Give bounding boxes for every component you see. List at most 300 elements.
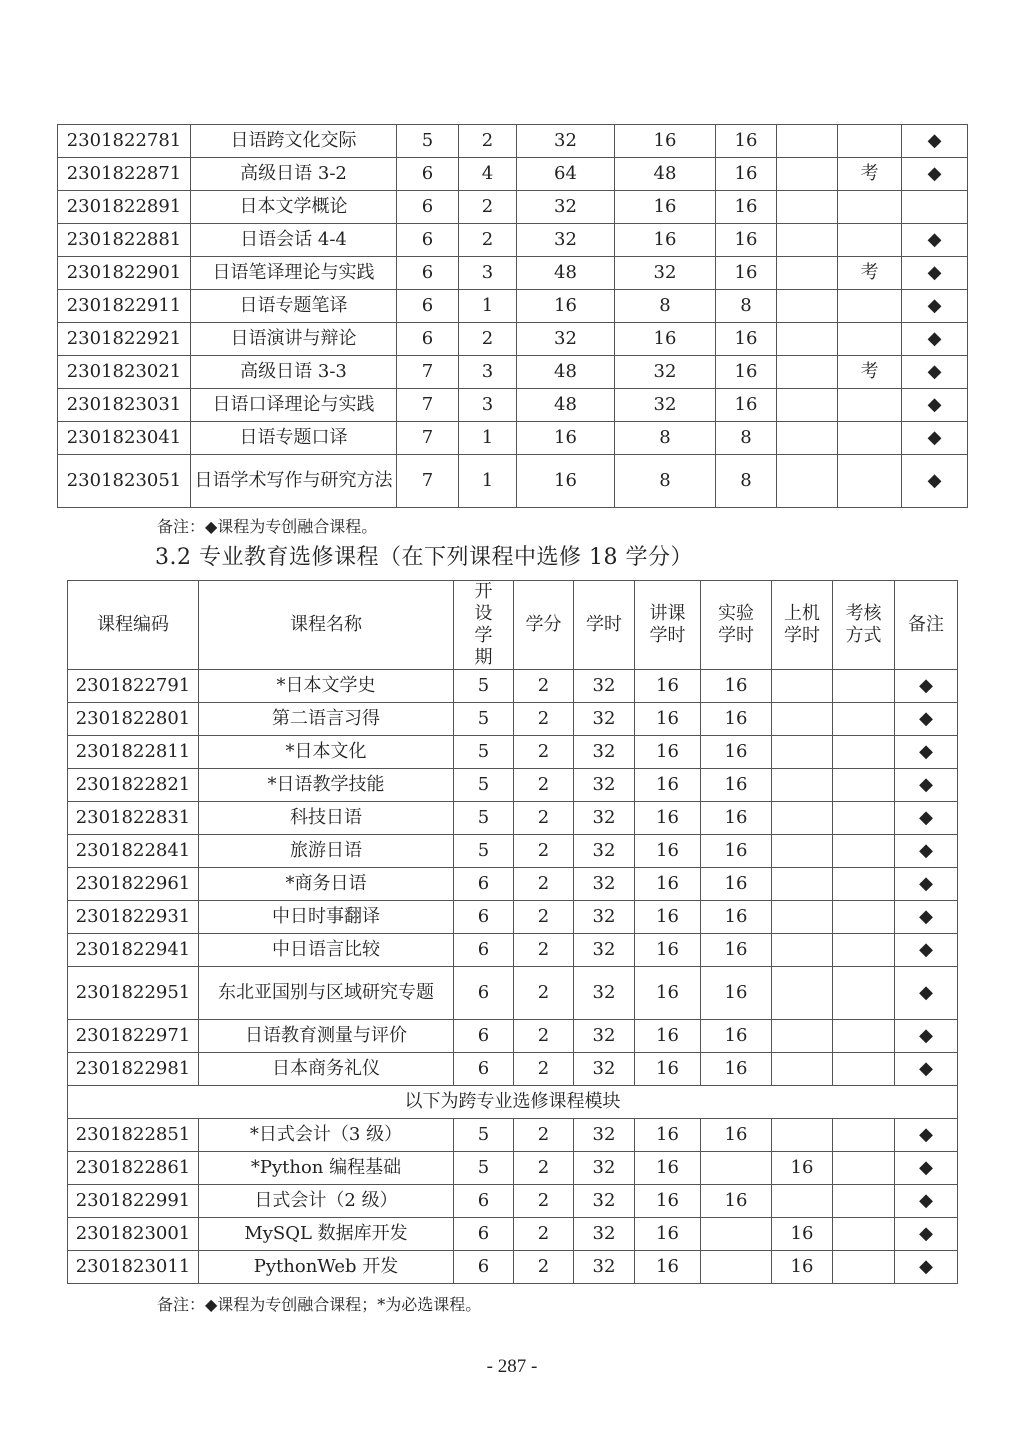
table-cell: 2 <box>514 901 574 934</box>
table-cell: 32 <box>574 1119 635 1152</box>
table-cell: 16 <box>772 1218 833 1251</box>
table2-note: 备注：◆课程为专创融合课程；*为必选课程。 <box>157 1295 482 1314</box>
table-cell: 5 <box>397 125 459 158</box>
table-cell: 32 <box>574 703 635 736</box>
table-cell: 32 <box>517 224 615 257</box>
table-cell <box>772 967 833 1020</box>
table-cell: 2301822981 <box>68 1053 199 1086</box>
table-cell: 32 <box>574 769 635 802</box>
table-cell: ◆ <box>902 422 968 455</box>
table-cell: 2 <box>514 868 574 901</box>
column-header: 备注 <box>895 581 958 670</box>
table-cell: 旅游日语 <box>199 835 454 868</box>
table-cell: ◆ <box>895 769 958 802</box>
course-table-1 <box>57 124 968 508</box>
table2-header-row <box>68 581 958 670</box>
table-cell: ◆ <box>902 224 968 257</box>
table-cell: ◆ <box>895 835 958 868</box>
section-row <box>68 1086 958 1119</box>
table-cell <box>833 1251 895 1284</box>
table-row <box>58 290 968 323</box>
table-cell: 日语学术写作与研究方法 <box>191 455 397 508</box>
table-cell: 5 <box>454 835 514 868</box>
table-cell: PythonWeb 开发 <box>199 1251 454 1284</box>
table-cell: 2301823021 <box>58 356 191 389</box>
table-cell: 32 <box>615 356 716 389</box>
table-cell: 16 <box>635 1119 701 1152</box>
table-cell: 科技日语 <box>199 802 454 835</box>
table-cell: 2 <box>514 1218 574 1251</box>
table-cell: 16 <box>635 868 701 901</box>
table-cell <box>838 125 902 158</box>
table-cell <box>772 934 833 967</box>
table-cell: 32 <box>574 1218 635 1251</box>
table-cell: ◆ <box>895 1152 958 1185</box>
table-cell: 2301822811 <box>68 736 199 769</box>
table-cell: 4 <box>459 158 517 191</box>
table-cell <box>902 191 968 224</box>
table-cell: 32 <box>574 1185 635 1218</box>
table-cell: 32 <box>574 934 635 967</box>
table-cell: 7 <box>397 356 459 389</box>
table-cell: 2 <box>459 224 517 257</box>
table-cell: ◆ <box>902 290 968 323</box>
table-cell: 2301822851 <box>68 1119 199 1152</box>
table-cell <box>838 455 902 508</box>
table-cell: 6 <box>397 224 459 257</box>
table-cell <box>772 868 833 901</box>
table-cell <box>772 1119 833 1152</box>
table-cell: 2301823041 <box>58 422 191 455</box>
table-cell: ◆ <box>895 703 958 736</box>
table-cell: 16 <box>635 1251 701 1284</box>
table-row <box>68 703 958 736</box>
table-cell: 32 <box>615 389 716 422</box>
table-cell: 8 <box>615 455 716 508</box>
table-cell <box>777 257 838 290</box>
table-cell: 6 <box>397 158 459 191</box>
table-cell: 2301822881 <box>58 224 191 257</box>
table-cell: 2 <box>514 802 574 835</box>
table-cell: 16 <box>635 736 701 769</box>
table-row <box>68 670 958 703</box>
table-cell: 5 <box>454 802 514 835</box>
table-row <box>58 422 968 455</box>
table-cell: 2 <box>459 323 517 356</box>
table-cell: 32 <box>517 323 615 356</box>
table-cell: 2301822791 <box>68 670 199 703</box>
table-cell: 8 <box>615 422 716 455</box>
table-cell: ◆ <box>902 356 968 389</box>
page-number: - 287 - <box>486 1356 538 1377</box>
table-cell: 6 <box>454 1218 514 1251</box>
table-cell: 16 <box>701 1020 772 1053</box>
table-cell: 2301823031 <box>58 389 191 422</box>
table-cell <box>701 1251 772 1284</box>
table-cell: 日语专题口译 <box>191 422 397 455</box>
table-cell: 6 <box>454 901 514 934</box>
table-cell: 16 <box>635 802 701 835</box>
table-row <box>68 1119 958 1152</box>
table-cell: 2301822891 <box>58 191 191 224</box>
table-cell: 16 <box>615 125 716 158</box>
table-cell <box>833 703 895 736</box>
table-cell: 16 <box>701 1053 772 1086</box>
table-cell <box>772 1053 833 1086</box>
table-cell: 2 <box>514 769 574 802</box>
column-header: 考核方式 <box>833 581 895 670</box>
table-cell: 16 <box>635 670 701 703</box>
table-cell: 16 <box>701 835 772 868</box>
table-cell <box>777 356 838 389</box>
table-cell: 16 <box>701 901 772 934</box>
table-cell: 16 <box>716 389 777 422</box>
table-cell: 2301822831 <box>68 802 199 835</box>
table-cell: 2301822911 <box>58 290 191 323</box>
table-cell: 2301823051 <box>58 455 191 508</box>
table-cell: *商务日语 <box>199 868 454 901</box>
table-cell: 日语笔译理论与实践 <box>191 257 397 290</box>
table-cell: 2 <box>459 125 517 158</box>
table-cell <box>833 1218 895 1251</box>
table-cell: 2 <box>514 1053 574 1086</box>
table-cell: 32 <box>574 835 635 868</box>
table-cell: 6 <box>454 868 514 901</box>
table-cell: 64 <box>517 158 615 191</box>
table-cell: 16 <box>701 868 772 901</box>
table-cell: 考 <box>838 356 902 389</box>
table-cell: 16 <box>517 290 615 323</box>
table-cell <box>777 191 838 224</box>
section-label: 以下为跨专业选修课程模块 <box>68 1086 958 1119</box>
table-cell: *Python 编程基础 <box>199 1152 454 1185</box>
table-cell: 日式会计（2 级） <box>199 1185 454 1218</box>
table-cell: 32 <box>574 670 635 703</box>
table-cell <box>833 1020 895 1053</box>
table-cell: 16 <box>635 967 701 1020</box>
table-cell: ◆ <box>895 1251 958 1284</box>
table-cell <box>833 934 895 967</box>
table-cell: 7 <box>397 455 459 508</box>
table1-note: 备注：◆课程为专创融合课程。 <box>157 517 378 536</box>
table-cell: 日语口译理论与实践 <box>191 389 397 422</box>
table-cell: 32 <box>574 1251 635 1284</box>
table-cell: 16 <box>716 158 777 191</box>
table-cell: 16 <box>635 1053 701 1086</box>
table-cell: 32 <box>574 1152 635 1185</box>
table-cell: 7 <box>397 422 459 455</box>
table-cell: 6 <box>397 290 459 323</box>
table-cell <box>833 736 895 769</box>
table-cell: 16 <box>701 967 772 1020</box>
table-cell: 16 <box>517 422 615 455</box>
table-row <box>58 191 968 224</box>
table-cell <box>772 901 833 934</box>
table-cell: 16 <box>635 835 701 868</box>
table-row <box>68 1218 958 1251</box>
table-cell: 2301822931 <box>68 901 199 934</box>
table-cell: 6 <box>454 967 514 1020</box>
table-cell: 16 <box>772 1251 833 1284</box>
table-cell: 2 <box>514 967 574 1020</box>
table-cell <box>772 769 833 802</box>
table-cell: ◆ <box>902 455 968 508</box>
table-cell: 7 <box>397 389 459 422</box>
table-row <box>68 802 958 835</box>
table-cell: 日语演讲与辩论 <box>191 323 397 356</box>
table-cell <box>777 455 838 508</box>
table-cell: ◆ <box>895 934 958 967</box>
column-header: 课程名称 <box>199 581 454 670</box>
table-cell: MySQL 数据库开发 <box>199 1218 454 1251</box>
table-cell: ◆ <box>902 389 968 422</box>
table-cell: 16 <box>635 901 701 934</box>
column-header: 讲课学时 <box>635 581 701 670</box>
table-cell: 16 <box>701 769 772 802</box>
table-cell: 高级日语 3-3 <box>191 356 397 389</box>
table-cell <box>838 290 902 323</box>
table-row <box>68 736 958 769</box>
table-cell: 2301822841 <box>68 835 199 868</box>
table-cell <box>833 901 895 934</box>
table-cell: 16 <box>635 1218 701 1251</box>
table-cell: 16 <box>701 1119 772 1152</box>
table-cell: 日语教育测量与评价 <box>199 1020 454 1053</box>
table-cell: 2301822861 <box>68 1152 199 1185</box>
table-cell: 2 <box>514 736 574 769</box>
table-cell: 5 <box>454 1119 514 1152</box>
table-cell: 16 <box>615 224 716 257</box>
table-cell: *日本文化 <box>199 736 454 769</box>
table-cell: ◆ <box>895 901 958 934</box>
table-cell <box>833 802 895 835</box>
table-cell: 2 <box>514 835 574 868</box>
table-cell: ◆ <box>902 257 968 290</box>
table-cell: 2301822941 <box>68 934 199 967</box>
table-cell <box>772 736 833 769</box>
table-cell <box>833 1119 895 1152</box>
table-cell: 考 <box>838 257 902 290</box>
table-cell <box>777 389 838 422</box>
table-cell: 32 <box>574 736 635 769</box>
table-row <box>58 389 968 422</box>
table-cell: 16 <box>716 257 777 290</box>
table-cell: 6 <box>397 257 459 290</box>
table-cell: 3 <box>459 356 517 389</box>
table-cell <box>838 422 902 455</box>
table-cell <box>777 158 838 191</box>
table-cell: 3 <box>459 257 517 290</box>
table-cell: 2 <box>514 1185 574 1218</box>
table-row <box>68 1185 958 1218</box>
table-cell: 5 <box>454 703 514 736</box>
table-row <box>68 1251 958 1284</box>
table-row <box>68 835 958 868</box>
table-cell <box>833 1152 895 1185</box>
table-cell: 6 <box>454 1020 514 1053</box>
table-row <box>58 257 968 290</box>
table-cell: 32 <box>615 257 716 290</box>
table-row <box>58 356 968 389</box>
table-cell: 2301822961 <box>68 868 199 901</box>
table-cell: 5 <box>454 1152 514 1185</box>
table-cell <box>833 1185 895 1218</box>
table-cell: 32 <box>574 802 635 835</box>
table-row <box>58 224 968 257</box>
table-cell: 2301822921 <box>58 323 191 356</box>
table-cell: 16 <box>701 670 772 703</box>
table-cell: 5 <box>454 670 514 703</box>
table-cell: 日本商务礼仪 <box>199 1053 454 1086</box>
column-header: 学分 <box>514 581 574 670</box>
table-row <box>68 901 958 934</box>
column-header: 学时 <box>574 581 635 670</box>
table-cell: 5 <box>454 769 514 802</box>
table-cell: 48 <box>517 356 615 389</box>
section-heading: 3.2 专业教育选修课程（在下列课程中选修 18 学分） <box>155 545 693 570</box>
table-cell: 2301822781 <box>58 125 191 158</box>
table-cell: 1 <box>459 455 517 508</box>
table-cell: 32 <box>574 1053 635 1086</box>
table-cell <box>772 703 833 736</box>
table-cell <box>772 1020 833 1053</box>
table-row <box>68 1020 958 1053</box>
table-cell <box>777 125 838 158</box>
table-row <box>58 158 968 191</box>
table-cell: ◆ <box>895 736 958 769</box>
table-cell: 16 <box>701 802 772 835</box>
table-cell <box>833 967 895 1020</box>
table-cell: 2301822901 <box>58 257 191 290</box>
table-cell: 16 <box>635 769 701 802</box>
table-cell: 16 <box>635 1185 701 1218</box>
column-header: 开设学期 <box>454 581 514 670</box>
table-cell <box>777 323 838 356</box>
table-cell: ◆ <box>895 1218 958 1251</box>
table-row <box>68 934 958 967</box>
table-cell: 6 <box>454 1251 514 1284</box>
table-cell: 32 <box>517 125 615 158</box>
table-cell: 2 <box>514 934 574 967</box>
table-row <box>58 455 968 508</box>
table-cell: 16 <box>635 934 701 967</box>
table-cell: ◆ <box>902 158 968 191</box>
table-cell <box>777 290 838 323</box>
table-row <box>68 967 958 1020</box>
table-cell <box>701 1152 772 1185</box>
table-cell: *日本文学史 <box>199 670 454 703</box>
table-row <box>68 1053 958 1086</box>
table-cell <box>833 868 895 901</box>
table-cell: 考 <box>838 158 902 191</box>
table-cell: 16 <box>716 224 777 257</box>
table-cell: ◆ <box>895 1185 958 1218</box>
table-cell: ◆ <box>895 1053 958 1086</box>
table-cell: 2 <box>514 1119 574 1152</box>
table-cell: 8 <box>716 290 777 323</box>
table-cell: 2301822801 <box>68 703 199 736</box>
table-row <box>58 323 968 356</box>
table-cell: ◆ <box>895 802 958 835</box>
table-cell: 6 <box>454 934 514 967</box>
table-cell: 8 <box>716 455 777 508</box>
table-cell: 8 <box>615 290 716 323</box>
table-cell: 32 <box>574 868 635 901</box>
table-cell: 2301823011 <box>68 1251 199 1284</box>
table-cell <box>833 1053 895 1086</box>
table-cell: 48 <box>615 158 716 191</box>
table-row <box>68 769 958 802</box>
table-cell: 16 <box>517 455 615 508</box>
table-cell: 2 <box>459 191 517 224</box>
table-cell: 1 <box>459 422 517 455</box>
table-cell: 6 <box>397 191 459 224</box>
table-cell: 32 <box>574 967 635 1020</box>
table-cell <box>777 422 838 455</box>
table-cell: ◆ <box>895 868 958 901</box>
table-cell: 16 <box>701 736 772 769</box>
table-cell: *日语教学技能 <box>199 769 454 802</box>
table-cell: 16 <box>615 323 716 356</box>
table-cell: 2 <box>514 1251 574 1284</box>
table-cell: 2 <box>514 1152 574 1185</box>
table-cell: 日语专题笔译 <box>191 290 397 323</box>
table-cell: 16 <box>716 323 777 356</box>
table-cell: 2301822971 <box>68 1020 199 1053</box>
table-cell: ◆ <box>895 670 958 703</box>
table-cell: 日语跨文化交际 <box>191 125 397 158</box>
table-cell: ◆ <box>902 323 968 356</box>
table-cell: 32 <box>574 901 635 934</box>
table-cell: 16 <box>701 1185 772 1218</box>
table-cell: ◆ <box>895 1119 958 1152</box>
column-header: 实验学时 <box>701 581 772 670</box>
table-cell: 2301822821 <box>68 769 199 802</box>
table-cell: 3 <box>459 389 517 422</box>
table-cell: 16 <box>716 356 777 389</box>
table-cell: 32 <box>574 1020 635 1053</box>
table-cell: 32 <box>517 191 615 224</box>
table-cell <box>838 323 902 356</box>
table-row <box>68 868 958 901</box>
table-row <box>58 125 968 158</box>
table-cell: 2301822871 <box>58 158 191 191</box>
table-cell: 2301822991 <box>68 1185 199 1218</box>
table-cell <box>777 224 838 257</box>
table-cell: 2 <box>514 670 574 703</box>
table-cell: 第二语言习得 <box>199 703 454 736</box>
table-cell: 6 <box>454 1185 514 1218</box>
table-cell: 6 <box>454 1053 514 1086</box>
table-cell: 16 <box>772 1152 833 1185</box>
table-cell: 8 <box>716 422 777 455</box>
table-cell <box>833 769 895 802</box>
table-cell <box>833 835 895 868</box>
table-cell: ◆ <box>902 125 968 158</box>
course-table-2 <box>67 580 958 1284</box>
table-cell: 中日语言比较 <box>199 934 454 967</box>
table-cell <box>772 1185 833 1218</box>
table-cell: 2 <box>514 703 574 736</box>
table-cell: 2301823001 <box>68 1218 199 1251</box>
column-header: 课程编码 <box>68 581 199 670</box>
table-cell: 1 <box>459 290 517 323</box>
table-cell <box>838 191 902 224</box>
table-cell: 16 <box>701 934 772 967</box>
table-cell: 日本文学概论 <box>191 191 397 224</box>
table-cell: 日语会话 4-4 <box>191 224 397 257</box>
table-cell: 16 <box>635 1152 701 1185</box>
